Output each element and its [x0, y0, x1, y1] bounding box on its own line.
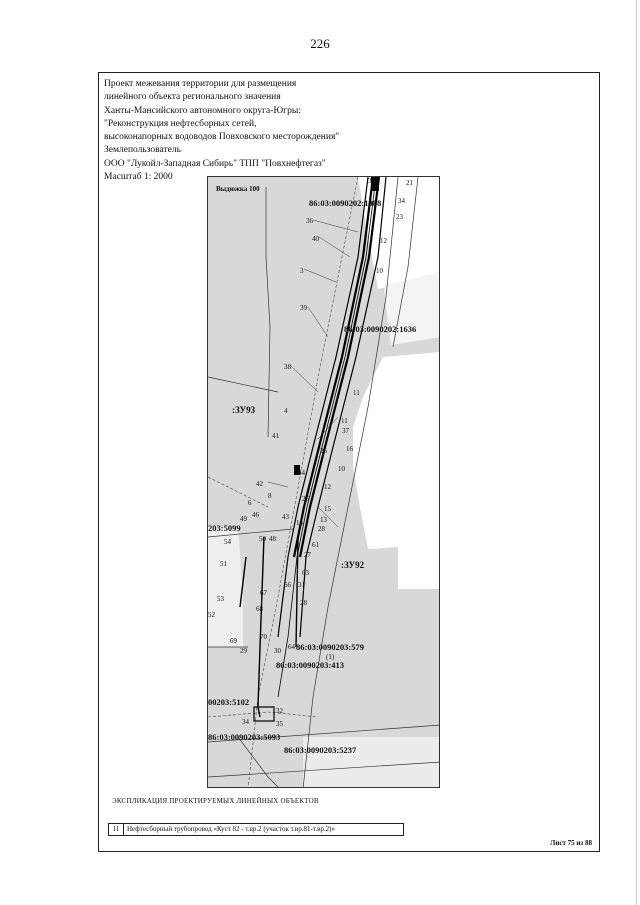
point-label: 39	[300, 304, 307, 312]
point-label: 35	[276, 720, 283, 728]
parcel-label: 86:03:0090203:5237	[284, 745, 357, 755]
point-label: 31	[298, 581, 305, 589]
point-label: 21	[406, 179, 413, 187]
parcel-label: 86:03:0090202:1636	[344, 324, 417, 334]
point-label: 54	[224, 538, 231, 546]
point-label: 3	[300, 267, 304, 275]
point-label: 15	[324, 505, 331, 513]
point-label: 64	[288, 643, 295, 651]
point-label: 32	[276, 707, 283, 715]
parcel-label: 86:03:0090203:413	[276, 660, 344, 670]
point-label: 38	[284, 363, 291, 371]
point-label: 67	[260, 589, 267, 597]
point-label: 49	[240, 515, 247, 523]
point-label: 66	[284, 581, 291, 589]
header-line: Ханты-Мансийского автономного округа-Югры:	[104, 105, 301, 116]
explication-title: ЭКСПЛИКАЦИЯ ПРОЕКТИРУЕМЫХ ЛИНЕЙНЫХ ОБЪЕКТОВ	[112, 797, 319, 805]
point-label: 30	[274, 647, 281, 655]
header-line: ООО "Лукойл-Западная Сибирь" ТПП "Повхнефтегаз"	[104, 158, 326, 169]
map-boundary	[208, 377, 278, 392]
point-label: 10	[376, 267, 383, 275]
leader-line	[304, 269, 336, 282]
project-header	[104, 78, 339, 184]
legend-number: 11	[109, 824, 124, 835]
point-label: 53	[217, 595, 224, 603]
point-label: 41	[272, 432, 279, 440]
map-boundary	[266, 187, 270, 437]
point-label: 68	[256, 605, 263, 613]
cadastral-map	[207, 176, 440, 788]
point-label: 23	[396, 213, 403, 221]
parcel-label: 00203:5102	[208, 697, 250, 707]
map-title: Выдюжка 100	[216, 185, 260, 193]
point-label: 42	[256, 480, 263, 488]
point-label: 25	[320, 447, 327, 455]
point-label: 11	[341, 417, 348, 425]
point-label: 52	[208, 611, 215, 619]
parcel-label: 203:5099	[208, 523, 241, 533]
point-label: 11	[353, 389, 360, 397]
point-label: 63	[302, 569, 309, 577]
header-line: Масштаб 1: 2000	[104, 172, 173, 183]
point-label: 16	[346, 445, 353, 453]
header-line: Проект межевания территории для размещения	[104, 79, 297, 89]
legend-text: Нефтесборный трубопровод «Куст 82 - т.вр.2 (участок т.вр.81-т.вр.2)»	[127, 825, 335, 833]
point-label: 43	[282, 513, 289, 521]
point-label: 12	[324, 483, 331, 491]
point-label: 37	[342, 427, 349, 435]
point-label: 10	[338, 465, 345, 473]
point-label: 4	[284, 407, 288, 415]
point-label: 51	[220, 560, 227, 568]
point-label: 48	[269, 535, 276, 543]
point-label: 50	[259, 535, 266, 543]
point-label: 28	[300, 599, 307, 607]
page-edge	[636, 0, 637, 905]
point-label: 29	[240, 647, 247, 655]
point-label: 27	[304, 551, 311, 559]
point-label: 3	[368, 177, 372, 185]
point-label: 34	[242, 718, 249, 726]
zone-label: :ЗУ92	[341, 560, 365, 570]
parcel-label: 86:03:0090202:1988	[309, 198, 382, 208]
parcel-label: 86:03:0090203:5093	[208, 732, 281, 742]
point-label: 26	[302, 495, 309, 503]
header-line: Землепользователь	[104, 145, 181, 156]
parcel-marker	[371, 177, 379, 191]
parcel-label: 86:03:0090203:579	[296, 642, 364, 652]
sheet-number: Лист 75 из 88	[550, 839, 592, 847]
point-label: 70	[260, 633, 267, 641]
point-label: 6	[248, 499, 252, 507]
point-label: 12	[380, 237, 387, 245]
parcel-label: (1)	[326, 653, 335, 661]
leader-line	[313, 220, 358, 232]
header-line: "Реконструкция нефтесборных сетей,	[104, 118, 257, 129]
point-label: 34	[398, 197, 405, 205]
point-label: 28	[318, 525, 325, 533]
legend-row	[108, 823, 404, 836]
point-label: 40	[312, 235, 319, 243]
header-line: линейного объекта регионального значения	[104, 92, 281, 103]
leader-line	[319, 237, 350, 257]
map-dashed-boundary	[208, 712, 318, 717]
point-label: 46	[252, 511, 259, 519]
map-area-white	[353, 352, 440, 589]
point-label: 69	[230, 637, 237, 645]
page-number: 226	[310, 36, 330, 51]
leader-line	[308, 307, 328, 337]
header-line: высоконапорных водоводов Повховского месторождения"	[104, 132, 340, 143]
leader-line	[268, 482, 288, 487]
point-label: 13	[320, 516, 327, 524]
point-label: 36	[306, 217, 313, 225]
point-label: 61	[312, 541, 319, 549]
point-label: 44	[298, 469, 305, 477]
pipeline-line	[258, 537, 264, 717]
parcel-marker	[254, 707, 274, 721]
point-label: 8	[268, 492, 272, 500]
pipeline-line	[296, 537, 298, 647]
point-label: 14	[296, 519, 303, 527]
zone-label: :ЗУ93	[232, 405, 256, 415]
leader-line	[290, 365, 318, 392]
map-boundary	[238, 737, 280, 788]
